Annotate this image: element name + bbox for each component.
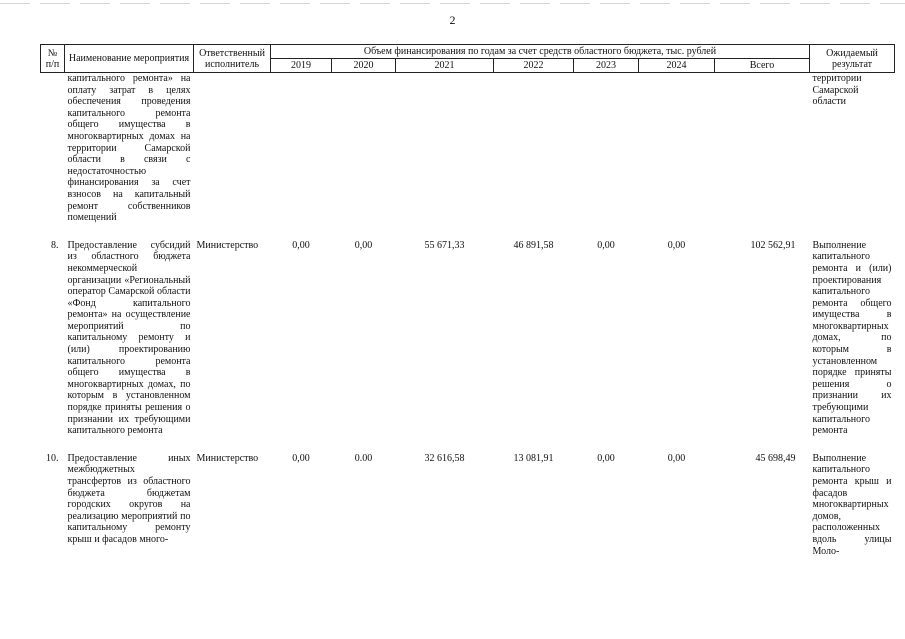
value-2024: 0,00 (667, 452, 686, 464)
row-result: Выполнение капитального ремонта крыш и фасадов многоквартирных домов, расположенных вдоль улицы Моло- (812, 452, 892, 557)
row-result: Выполнение капитального ремонта и (или) проектирования капитального ремонта общего имущества в многоквартирных домах, по которым в установленном порядке приняты решения о признании их требующими капитального ремонта (812, 239, 892, 437)
row-number: 10. (46, 452, 59, 464)
header-name: Наименование мероприятия (65, 45, 194, 73)
row-name: Предоставление субсидий из областного бюджета некоммерческой организации «Региональный оператор Самарской области «Фонд капитального ремонта» на осуществление мероприятий по капитальному ремонту и (или) проектированию капитального ремонта общего имущества в многоквартирных домах, по которым в установленном порядке приняты решения о признании их требующими капитального ремонта (67, 239, 191, 437)
header-year: 2024 (639, 59, 715, 73)
value-2021: 32 616,58 (424, 452, 465, 464)
top-edge-line (0, 3, 905, 4)
value-2023: 0,00 (597, 239, 615, 251)
value-2019: 0,00 (292, 239, 310, 251)
page-number: 2 (449, 13, 456, 27)
value-2019: 0,00 (292, 452, 310, 464)
value-2021: 55 671,33 (424, 239, 465, 251)
header-year: 2023 (574, 59, 639, 73)
header-year: 2021 (396, 59, 494, 73)
header-funding: Объем финансирования по годам за счет средств областного бюджета, тыс. рублей (271, 45, 810, 59)
value-2020: 0,00 (354, 239, 373, 251)
header-year: 2022 (494, 59, 574, 73)
header-row-top (41, 45, 895, 59)
funding-table (40, 44, 895, 557)
row-number: 8. (51, 239, 59, 251)
row-responsible: Министерство (196, 452, 259, 464)
row-name: Предоставление иных межбюджетных трансфертов из областного бюджета бюджетам городских округов на реализацию мероприятий по капитальному ремонту крыш и фасадов много- (67, 452, 191, 545)
value-2022: 46 891,58 (513, 239, 554, 251)
value-total: 102 562,91 (750, 239, 796, 251)
value-2022: 13 081,91 (513, 452, 554, 464)
table-row-continuation (41, 73, 895, 224)
header-responsible: Ответственный исполнитель (194, 45, 271, 73)
header-result: Ожидаемый результат (810, 45, 895, 73)
value-2020: 0.00 (354, 452, 373, 464)
header-num: № п/п (41, 45, 65, 73)
header-total: Всего (715, 59, 810, 73)
table-row (41, 453, 895, 557)
value-2023: 0,00 (597, 452, 615, 464)
table-row (41, 240, 895, 437)
row-responsible: Министерство (196, 239, 259, 251)
value-total: 45 698,49 (755, 452, 796, 464)
header-year: 2019 (271, 59, 332, 73)
header-year: 2020 (332, 59, 396, 73)
value-2024: 0,00 (667, 239, 686, 251)
continuation-result: территории Самарской области (812, 73, 862, 108)
continuation-name: капитального ремонта» на оплату затрат в целях обеспечения проведения капитального ремонта общего имущества в многоквартирных домах на территории Самарской области в связи с недостаточностью финансирования за счет взносов на капитальный ремонт собственников помещений (67, 73, 191, 224)
